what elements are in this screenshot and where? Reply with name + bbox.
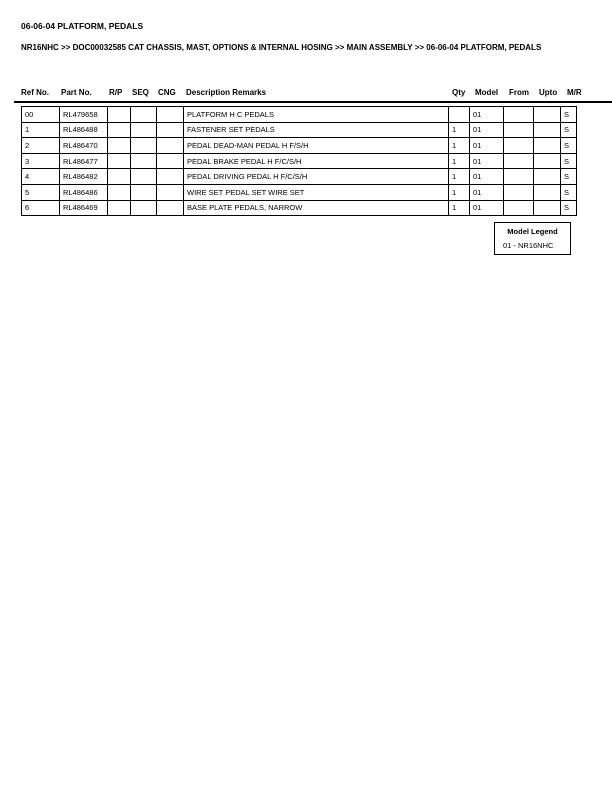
seq-cell bbox=[131, 153, 157, 169]
breadcrumb: NR16NHC >> DOC00032585 CAT CHASSIS, MAST, OPTIONS & INTERNAL HOSING >> MAIN ASSEMBLY >> 06-06-04 PLATFORM, PEDALS bbox=[21, 43, 542, 52]
rp-cell bbox=[108, 169, 131, 185]
col-header-mr: M/R bbox=[567, 88, 582, 97]
col-header-rp: R/P bbox=[109, 88, 123, 97]
col-header-seq: SEQ bbox=[132, 88, 149, 97]
part-no-cell: RL486482 bbox=[60, 169, 108, 185]
rp-cell bbox=[108, 122, 131, 138]
part-no-cell: RL486477 bbox=[60, 153, 108, 169]
rp-cell bbox=[108, 138, 131, 154]
table-row bbox=[22, 138, 577, 154]
mr-cell: S bbox=[561, 122, 577, 138]
qty-cell: 1 bbox=[449, 138, 470, 154]
qty-cell: 1 bbox=[449, 200, 470, 216]
model-cell: 01 bbox=[470, 138, 504, 154]
upto-cell bbox=[534, 169, 561, 185]
model-cell: 01 bbox=[470, 107, 504, 123]
part-no-cell: RL486469 bbox=[60, 200, 108, 216]
ref-no-cell: 1 bbox=[22, 122, 60, 138]
seq-cell bbox=[131, 169, 157, 185]
upto-cell bbox=[534, 107, 561, 123]
seq-cell bbox=[131, 122, 157, 138]
from-cell bbox=[504, 169, 534, 185]
table-row bbox=[22, 107, 577, 123]
description-cell: PEDAL BRAKE PEDAL H F/C/S/H bbox=[184, 153, 449, 169]
col-header-cng: CNG bbox=[158, 88, 176, 97]
cng-cell bbox=[157, 122, 184, 138]
from-cell bbox=[504, 153, 534, 169]
mr-cell: S bbox=[561, 138, 577, 154]
upto-cell bbox=[534, 184, 561, 200]
mr-cell: S bbox=[561, 107, 577, 123]
col-header-description: Description Remarks bbox=[186, 88, 267, 97]
table-row bbox=[22, 169, 577, 185]
mr-cell: S bbox=[561, 153, 577, 169]
model-cell: 01 bbox=[470, 184, 504, 200]
description-cell: WIRE SET PEDAL SET WIRE SET bbox=[184, 184, 449, 200]
table-row bbox=[22, 184, 577, 200]
seq-cell bbox=[131, 200, 157, 216]
model-legend-entry: 01 - NR16NHC bbox=[503, 241, 554, 250]
col-header-upto: Upto bbox=[539, 88, 558, 97]
model-legend bbox=[494, 222, 571, 255]
cng-cell bbox=[157, 107, 184, 123]
rp-cell bbox=[108, 184, 131, 200]
model-legend-title: Model Legend bbox=[507, 227, 558, 236]
col-header-ref-no: Ref No. bbox=[21, 88, 49, 97]
ref-no-cell: 3 bbox=[22, 153, 60, 169]
col-header-model: Model bbox=[475, 88, 499, 97]
from-cell bbox=[504, 138, 534, 154]
cng-cell bbox=[157, 169, 184, 185]
ref-no-cell: 6 bbox=[22, 200, 60, 216]
col-header-part-no: Part No. bbox=[61, 88, 92, 97]
model-cell: 01 bbox=[470, 153, 504, 169]
rp-cell bbox=[108, 107, 131, 123]
upto-cell bbox=[534, 138, 561, 154]
part-no-cell: RL479658 bbox=[60, 107, 108, 123]
mr-cell: S bbox=[561, 169, 577, 185]
seq-cell bbox=[131, 138, 157, 154]
upto-cell bbox=[534, 200, 561, 216]
upto-cell bbox=[534, 153, 561, 169]
table-row bbox=[22, 200, 577, 216]
description-cell: FASTENER SET PEDALS bbox=[184, 122, 449, 138]
rp-cell bbox=[108, 153, 131, 169]
part-no-cell: RL486486 bbox=[60, 184, 108, 200]
description-cell: BASE PLATE PEDALS, NARROW bbox=[184, 200, 449, 216]
cng-cell bbox=[157, 138, 184, 154]
part-no-cell: RL486470 bbox=[60, 138, 108, 154]
cng-cell bbox=[157, 153, 184, 169]
col-header-from: From bbox=[509, 88, 529, 97]
upto-cell bbox=[534, 122, 561, 138]
ref-no-cell: 4 bbox=[22, 169, 60, 185]
from-cell bbox=[504, 122, 534, 138]
description-cell: PLATFORM H C PEDALS bbox=[184, 107, 449, 123]
ref-no-cell: 2 bbox=[22, 138, 60, 154]
qty-cell bbox=[449, 107, 470, 123]
qty-cell: 1 bbox=[449, 153, 470, 169]
cng-cell bbox=[157, 184, 184, 200]
table-row bbox=[22, 153, 577, 169]
model-cell: 01 bbox=[470, 122, 504, 138]
mr-cell: S bbox=[561, 184, 577, 200]
seq-cell bbox=[131, 184, 157, 200]
part-no-cell: RL486488 bbox=[60, 122, 108, 138]
description-cell: PEDAL DEAD-MAN PEDAL H F/S/H bbox=[184, 138, 449, 154]
col-header-qty: Qty bbox=[452, 88, 466, 97]
seq-cell bbox=[131, 107, 157, 123]
from-cell bbox=[504, 107, 534, 123]
description-cell: PEDAL DRIVING PEDAL H F/C/S/H bbox=[184, 169, 449, 185]
parts-table bbox=[21, 106, 577, 216]
from-cell bbox=[504, 200, 534, 216]
model-cell: 01 bbox=[470, 200, 504, 216]
ref-no-cell: 5 bbox=[22, 184, 60, 200]
ref-no-cell: 00 bbox=[22, 107, 60, 123]
mr-cell: S bbox=[561, 200, 577, 216]
qty-cell: 1 bbox=[449, 184, 470, 200]
page-title: 06-06-04 PLATFORM, PEDALS bbox=[21, 21, 144, 31]
qty-cell: 1 bbox=[449, 122, 470, 138]
cng-cell bbox=[157, 200, 184, 216]
qty-cell: 1 bbox=[449, 169, 470, 185]
header-divider bbox=[14, 101, 612, 103]
from-cell bbox=[504, 184, 534, 200]
table-row bbox=[22, 122, 577, 138]
model-cell: 01 bbox=[470, 169, 504, 185]
rp-cell bbox=[108, 200, 131, 216]
